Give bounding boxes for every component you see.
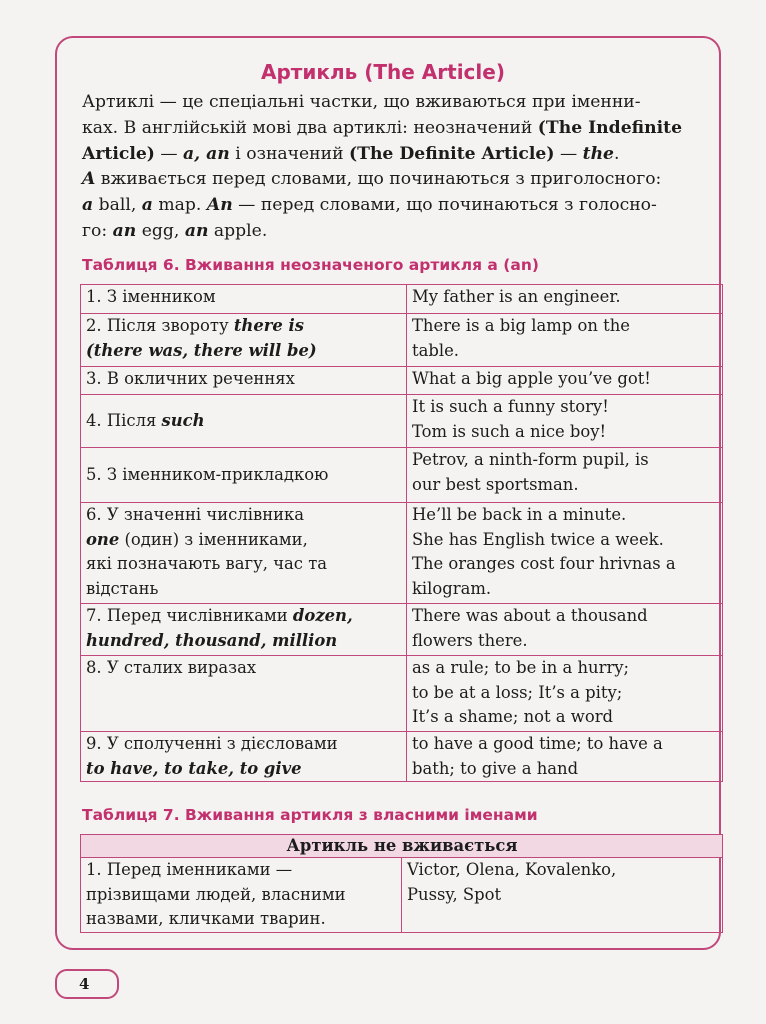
table-header-cell: Артикль не вживається bbox=[81, 835, 723, 858]
table-cell: There was about a thousand flowers there. bbox=[407, 604, 723, 656]
intro-line: Артиклі — це спеціальні частки, що вживаються при іменни- bbox=[82, 92, 641, 112]
table-cell: 3. В окличних реченнях bbox=[81, 367, 407, 395]
table-cell: It is such a funny story! Tom is such a nice boy! bbox=[407, 395, 723, 448]
table-cell: 6. У значенні числівника one (один) з іменниками, які позначають вагу, час та відстань bbox=[81, 503, 407, 604]
intro-line: го: an egg, an apple. bbox=[82, 220, 268, 241]
table-row bbox=[81, 858, 723, 933]
intro-paragraph bbox=[82, 90, 726, 245]
intro-line: Article) — a, an і означений (The Definite Article) — the. bbox=[82, 143, 620, 164]
table7-caption: Таблиця 7. Вживання артикля з власними іменами bbox=[82, 806, 538, 824]
table-row bbox=[81, 656, 723, 732]
table6 bbox=[80, 284, 723, 782]
intro-line: ках. В англійській мові два артиклі: неозначений (The Indefinite bbox=[82, 117, 683, 138]
table-row bbox=[81, 503, 723, 604]
table-cell: 4. Після such bbox=[81, 395, 407, 448]
table-cell: 7. Перед числівниками dozen, hundred, thousand, million bbox=[81, 604, 407, 656]
table-row bbox=[81, 395, 723, 448]
page-title: Артикль (The Article) bbox=[261, 60, 505, 84]
table-cell: Petrov, a ninth-form pupil, is our best sportsman. bbox=[407, 448, 723, 503]
table-cell: as a rule; to be in a hurry; to be at a loss; It’s a pity; It’s a shame; not a word bbox=[407, 656, 723, 732]
table-row bbox=[81, 448, 723, 503]
table-row bbox=[81, 732, 723, 782]
table-cell: Victor, Olena, Kovalenko, Pussy, Spot bbox=[402, 858, 723, 933]
table-cell: 8. У сталих виразах bbox=[81, 656, 407, 732]
table-cell: 5. З іменником-прикладкою bbox=[81, 448, 407, 503]
intro-line: A вживається перед словами, що починаються з приголосного: bbox=[82, 169, 662, 190]
table-cell: 2. Після звороту there is (there was, there will be) bbox=[81, 314, 407, 367]
table-row bbox=[81, 314, 723, 367]
table-row bbox=[81, 367, 723, 395]
table7 bbox=[80, 834, 723, 933]
table-cell: There is a big lamp on the table. bbox=[407, 314, 723, 367]
table-cell: 1. Перед іменниками — прізвищами людей, власними назвами, кличками тварин. bbox=[81, 858, 402, 933]
table-cell: 1. З іменником bbox=[81, 285, 407, 314]
table-cell: 9. У сполученні з дієсловами to have, to take, to give bbox=[81, 732, 407, 782]
table-cell: He’ll be back in a minute. She has English twice a week. The oranges cost four hrivnas a kilogram. bbox=[407, 503, 723, 604]
table6-caption: Таблиця 6. Вживання неозначеного артикля a (an) bbox=[82, 256, 539, 274]
table-row bbox=[81, 604, 723, 656]
table-header-row bbox=[81, 835, 723, 858]
page-number: 4 bbox=[55, 969, 119, 999]
table-cell: My father is an engineer. bbox=[407, 285, 723, 314]
table-row bbox=[81, 285, 723, 314]
intro-line: a ball, a map. An — перед словами, що починаються з голосно- bbox=[82, 195, 657, 216]
table-cell: to have a good time; to have a bath; to give a hand bbox=[407, 732, 723, 782]
table-cell: What a big apple you’ve got! bbox=[407, 367, 723, 395]
